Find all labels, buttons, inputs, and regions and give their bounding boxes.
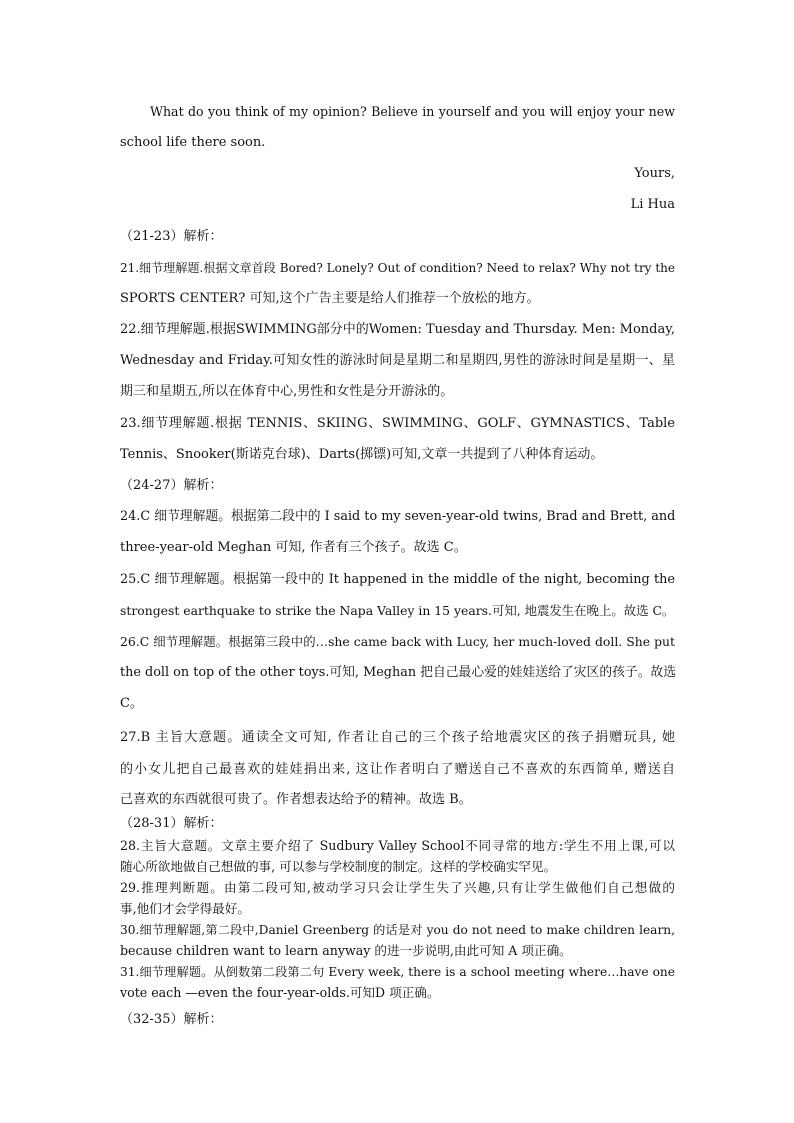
answer-22-line: Wednesday and Friday.可知女性的游泳时间是星期二和星期四,男性的游泳时间是星期一、星 bbox=[120, 353, 675, 368]
letter-paragraph-line: What do you think of my opinion? Believe in yourself and you will enjoy your new bbox=[150, 104, 675, 119]
answer-24-line: three-year-old Meghan 可知, 作者有三个孩子。故选 C。 bbox=[120, 540, 467, 555]
letter-signature: Li Hua bbox=[630, 197, 675, 212]
answer-27-line: 的小女儿把自己最喜欢的娃娃捐出来, 这让作者明白了赠送自己不喜欢的东西简单, 赠送自 bbox=[120, 762, 675, 777]
section-heading-32-35: （32-35）解析： bbox=[120, 1012, 223, 1027]
answer-26-line: C。 bbox=[120, 696, 143, 711]
answer-21-line: 21.细节理解题.根据文章首段 Bored? Lonely? Out of condition? Need to relax? Why not try the bbox=[120, 261, 675, 275]
letter-closing: Yours, bbox=[634, 166, 675, 181]
answer-31-line: 31.细节理解题。从倒数第二段第二句 Every week, there is a school meeting where…have one bbox=[120, 965, 675, 979]
answer-30-line: 30.细节理解题,第二段中,Daniel Greenberg 的话是对 you do not need to make children learn, bbox=[120, 923, 675, 937]
answer-29-line: 29.推理判断题。由第二段可知,被动学习只会让学生失了兴趣,只有让学生做他们自己想做的 bbox=[120, 880, 675, 895]
section-heading-21-23: （21-23）解析： bbox=[120, 229, 223, 244]
answer-30-line: because children want to learn anyway 的进一步说明,由此可知 A 项正确。 bbox=[120, 943, 572, 958]
answer-22-line: 22.细节理解题.根据SWIMMING部分中的Women: Tuesday and Thursday. Men: Monday, bbox=[120, 322, 675, 337]
answer-23-line: 23.细节理解题.根据 TENNIS、SKIING、SWIMMING、GOLF、GYMNASTICS、Table bbox=[120, 416, 675, 431]
answer-27-line: 27.B 主旨大意题。通读全文可知, 作者让自己的三个孩子给地震灾区的孩子捐赠玩具, 她 bbox=[120, 730, 675, 745]
answer-26-line: 26.C 细节理解题。根据第三段中的…she came back with Lucy, her much-loved doll. She put bbox=[120, 634, 675, 649]
answer-25-line: strongest earthquake to strike the Napa Valley in 15 years.可知, 地震发生在晚上。故选 C。 bbox=[120, 603, 675, 618]
letter-paragraph-line: school life there soon. bbox=[120, 135, 266, 150]
answer-21-line: SPORTS CENTER? 可知,这个广告主要是给人们推荐一个放松的地方。 bbox=[120, 291, 540, 306]
answer-28-line: 随心所欲地做自己想做的事, 可以参与学校制度的制定。这样的学校确实罕见。 bbox=[120, 859, 557, 874]
answer-22-line: 期三和星期五,所以在体育中心,男性和女性是分开游泳的。 bbox=[120, 384, 454, 399]
answer-28-line: 28.主旨大意题。文章主要介绍了 Sudbury Valley School不同寻常的地方:学生不用上课,可以 bbox=[120, 838, 675, 853]
answer-31-line: vote each —even the four-year-olds.可知D 项正确。 bbox=[120, 985, 440, 1000]
section-heading-28-31: （28-31）解析： bbox=[120, 816, 223, 831]
section-heading-24-27: （24-27）解析： bbox=[120, 478, 223, 493]
answer-27-line: 己喜欢的东西就很可贵了。作者想表达给予的精神。故选 B。 bbox=[120, 792, 472, 807]
answer-29-line: 事,他们才会学得最好。 bbox=[120, 901, 250, 916]
answer-26-line: the doll on top of the other toys.可知, Meghan 把自己最心爱的娃娃送给了灾区的孩子。故选 bbox=[120, 665, 677, 680]
answer-25-line: 25.C 细节理解题。根据第一段中的 It happened in the middle of the night, becoming the bbox=[120, 572, 675, 587]
answer-24-line: 24.C 细节理解题。根据第二段中的 I said to my seven-year-old twins, Brad and Brett, and bbox=[120, 509, 676, 524]
answer-23-line: Tennis、Snooker(斯诺克台球)、Darts(掷镖)可知,文章一共提到了八种体育运动。 bbox=[120, 447, 604, 462]
